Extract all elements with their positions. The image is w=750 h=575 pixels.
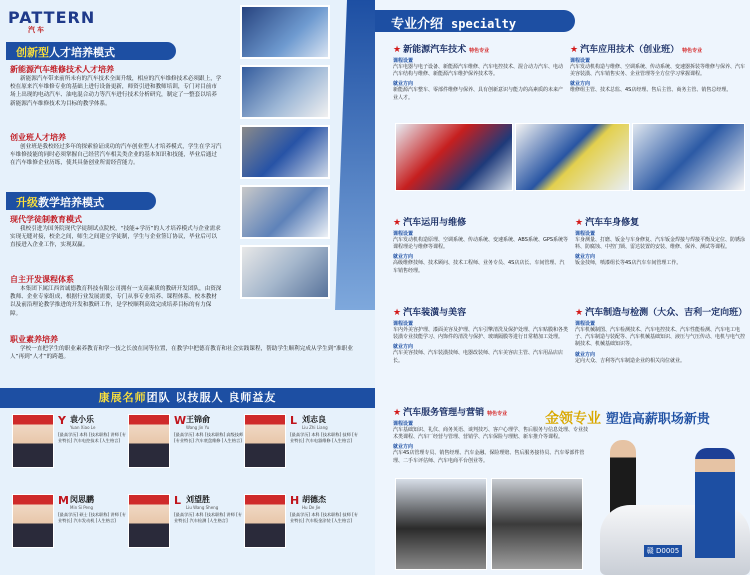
left-photo-column: [240, 5, 330, 305]
teacher-photo: [244, 414, 286, 468]
classroom-photo: [395, 123, 513, 191]
major-application: [570, 42, 745, 95]
career-label: 就业方向: [393, 344, 414, 351]
career-label: 就业方向: [575, 351, 596, 358]
course-label: 课程设置: [393, 321, 414, 327]
logo-sub: 汽车: [28, 26, 46, 34]
flag-icon: W: [174, 414, 187, 427]
teacher-pinyin: Liu Wang Sheng: [186, 505, 219, 510]
sub-head-5: 职业素养培养: [10, 335, 58, 344]
license-plate: 赣 D0005: [644, 545, 682, 557]
teacher-pinyin: Wang Jin Yu: [186, 425, 210, 430]
workshop-photo: [240, 245, 330, 299]
teacher-info: [最高学历] 本科 [技术职称] 讲师 [专业特长] 汽车检测 [人生格言]: [174, 512, 242, 523]
teacher-card: [244, 494, 362, 572]
section-title-innovation: [6, 42, 176, 60]
career-text: 维修组主管、技术总监、4S店经理、售后主管、商务主管、销售总经理。: [570, 87, 732, 94]
course-text: 汽车电器与电子设备、新能源汽车维修、汽车电控技术、混合动力汽车、电动汽车结构与维修、新能源汽车维护保养技术等。: [393, 64, 564, 78]
teacher-pinyin: Min Si Peng: [70, 505, 94, 510]
car-with-staff-image: [600, 440, 750, 575]
course-text: 汽车基础知识、礼仪、商务英语、谈判技巧、客户心理学、售后服务与信息处理、专业技术类课程、汽车厂经营与管理、营销学、汽车保险与理赔、新车推介等课程。: [393, 427, 589, 441]
major-decoration: [393, 305, 568, 365]
slogan: [545, 408, 710, 428]
teacher-info: [最高学历] 硕士 [技术职称] 讲师 [专业特长] 汽车发动机 [人生格言]: [58, 512, 126, 523]
career-label: 就业方向: [393, 444, 414, 451]
teacher-photo: [128, 494, 170, 548]
section-title-rest: 人才培养模式: [49, 46, 115, 59]
section-title-rest: 教学培养模式: [38, 196, 104, 209]
sub-head-1: 新能源汽车维修技术人才培养: [10, 65, 114, 74]
teacher-info: [最高学历] 本科 [技术职称] 技师 [专业特长] 汽车电器维修 [人生格言]: [290, 432, 358, 443]
star-icon: ★: [575, 218, 584, 228]
major-heading: [393, 215, 568, 228]
major-name: 汽车制造与检测（大众、吉利一定向班）: [585, 308, 748, 318]
specialty-title-cn: 专业介绍: [391, 17, 444, 32]
logo-text: PATTERN: [8, 8, 96, 27]
major-name: 汽车运用与维修: [403, 218, 467, 228]
sub-head-4: 自主开发课程体系: [10, 275, 74, 284]
workshop-photo: [240, 65, 330, 119]
career-text: 新能源汽车整车、零部件维修与保养、具有创新意识与能力的高素质的未来产业人才。: [393, 87, 564, 101]
major-new-energy: [393, 42, 563, 102]
service-photo: [491, 478, 583, 570]
course-text: 汽车发动机构造与维修、空调系统、传动系统、变速器拆装等维修与保养、汽车美容装潢、汽车销售实务、企业管理等全方位学习掌握课程。: [570, 64, 746, 78]
section-title-hl: 创新型: [16, 46, 49, 59]
course-label: 课程设置: [575, 321, 596, 327]
teacher-photo: [244, 494, 286, 548]
career-label: 就业方向: [393, 254, 414, 261]
paragraph-3: 我校引进为国务院现代学徒制试点院校，“技能+学历”的人才培养模式与企业需求实现无缝对接，校企之间，师生之间建立学徒制，学生与企业签订协议，毕业后可以直接进入企业工作，实现双赢。: [10, 226, 221, 249]
paragraph-1: 新能源汽车带来前所未有的汽车技术全面升级，相应的汽车维修技术必须跟上，学校在原来汽车维修专业的基础上进行设备更新，师资引进和教师培训，专门对目前市场上出现的电动汽车、油电混合动力等汽车进行技术分析研究，制定了一整套以培养新能源汽车维修技术为目标的教学体系。: [10, 76, 222, 107]
specialty-title: [375, 10, 575, 32]
teacher-name: 袁小乐: [70, 415, 94, 424]
paragraph-5: 学校一直把学生的职业素养教育和学一技之长放在同等位置，在教学中把德育教育和社会实践课程，帮助学生顺利完成从学生到“准职业人”再到“人才”的跨越。: [10, 346, 353, 361]
career-text: 汽车美容技师、汽车装潢技师、电器改装师、汽车美容店主管、汽车用品店店长。: [393, 350, 564, 364]
major-body-repair: [575, 215, 745, 268]
paragraph-4: 本集团下属江西省诚德教育科技有限公司拥有一支高素质的教研开发团队，由资深教师、企业专家组成，根据行业发展需要，专门从事专业培养、课程体系、校本教材以及前沿理论教学推进的开发和教研工作，是学校顺利高效完成培养目标的有力保障。: [10, 286, 222, 317]
teacher-name: 王锦俞: [186, 415, 210, 424]
major-tag: 特色专业: [469, 48, 490, 54]
major-heading: [570, 42, 745, 55]
team-banner-hl: 康展名师: [98, 391, 147, 404]
career-text: 定向大众、吉利等汽车制造企业的相关岗位就业。: [575, 357, 686, 364]
major-name: 汽车应用技术（创业班）: [580, 45, 680, 55]
teacher-name: 刘望胜: [186, 495, 210, 504]
course-label: 课程设置: [575, 231, 596, 237]
bottom-photo-row: [395, 478, 585, 570]
course-text: 车内外美容护理、漆面美容及护理、汽车引擎清洗及保护处理、汽车贴膜和各类装潢专业技能学习、内饰件的清洗与保护、玻璃隔膜等进行日常精加工处理。: [393, 327, 569, 341]
major-manufacturing: [575, 305, 748, 365]
workshop-photo: [240, 125, 330, 179]
star-icon: ★: [393, 408, 402, 418]
decorative-stripe: [335, 0, 375, 310]
star-icon: ★: [575, 308, 584, 318]
section-title-hl: 升级: [16, 196, 38, 209]
career-label: 就业方向: [575, 254, 596, 261]
teacher-photo: [12, 414, 54, 468]
teacher-pinyin: Hu De Jie: [302, 505, 321, 510]
paragraph-2: 创业班是我校经过多年的探索验证成功的汽车创业型人才培养模式，学生在学习汽车维修技能的同时必须掌握自己经营汽车相关类企业的基本知识和技能，毕业后通过在汽车维修企业历练，使其具备创业所需经营能力。: [10, 144, 222, 167]
major-tag: 特色专业: [682, 48, 703, 54]
star-icon: ★: [570, 45, 579, 55]
slogan-hl: 金领专业: [545, 411, 601, 427]
teacher-card: [128, 494, 246, 572]
star-icon: ★: [393, 45, 402, 55]
major-maintenance: [393, 215, 568, 275]
team-banner-rest: 团队 以技服人 良师益友: [146, 391, 277, 404]
course-text: 车身测量、打磨、钣金与车身修复、汽车钣金焊接与焊接平衡及定位、防锈涂料、防腐蚀、中控门锁、雷达装置的安装、维修、保养、测试等课程。: [575, 237, 746, 251]
teacher-name: 刘志良: [302, 415, 326, 424]
major-name: 汽车装潢与美容: [403, 308, 467, 318]
workshop-photo: [240, 5, 330, 59]
star-icon: ★: [393, 308, 402, 318]
mechanic-figure: [695, 448, 735, 558]
course-text: 汽车发动机构造原理、空调系统、传动系统、变速系统、ABS系统、GPS系统等课程理论与维修等课程。: [393, 237, 569, 251]
teacher-info: [最高学历] 本科 [技术职称] 讲师 [专业特长] 汽车电控技术 [人生格言]: [58, 432, 126, 443]
major-name: 汽车车身修复: [585, 218, 640, 228]
teacher-pinyin: Liu Zhi Liang: [302, 425, 328, 430]
teacher-info: [最高学历] 本科 [技术职称] 高级技师 [专业特长] 汽车底盘维修 [人生格言]: [174, 432, 244, 443]
career-text: 钣金技师，喷漆组长等4S店汽车车间管理工作。: [575, 260, 682, 267]
major-heading: [575, 305, 748, 318]
teacher-photo: [12, 494, 54, 548]
course-label: 课程设置: [393, 231, 414, 237]
star-icon: ★: [393, 218, 402, 228]
flag-icon: L: [174, 494, 182, 507]
teacher-card: [12, 414, 130, 492]
classroom-photo-row: [395, 123, 745, 191]
right-page: [375, 0, 750, 575]
career-label: 就业方向: [393, 81, 414, 88]
career-label: 就业方向: [570, 81, 591, 88]
teacher-card: [128, 414, 246, 492]
teacher-pinyin: Yuan Xiao Le: [70, 425, 96, 430]
major-name: 汽车服务管理与营销: [403, 408, 485, 418]
career-text: 高级维修技师、技术顾问、技术工程师、业务专员、4S店店长、车间管理、汽车销售经理。: [393, 260, 565, 274]
flag-icon: Y: [58, 414, 66, 427]
service-photo: [395, 478, 487, 570]
teacher-card: [244, 414, 362, 492]
flag-icon: H: [290, 494, 300, 507]
teacher-photo: [128, 414, 170, 468]
classroom-photo: [515, 123, 630, 191]
teacher-name: 闵思鹏: [70, 495, 94, 504]
section-title-upgrade: [6, 192, 156, 210]
flag-icon: M: [58, 494, 69, 507]
specialty-title-en: specialty: [451, 17, 517, 31]
sub-head-2: 创业班人才培养: [10, 133, 66, 142]
course-label: 课程设置: [570, 58, 591, 64]
career-text: 汽车4S店管理专员、销售经理、汽车金融、保险理赔、售后服务接待员、汽车零部件管理、二手车评估师、汽车电商平台创业等。: [393, 450, 585, 464]
major-tag: 特色专业: [487, 411, 508, 417]
course-label: 课程设置: [393, 58, 414, 64]
course-label: 课程设置: [393, 421, 414, 427]
flag-icon: L: [290, 414, 298, 427]
teacher-card: [12, 494, 130, 572]
slogan-rest: 塑造高薪职场新贵: [605, 412, 710, 427]
major-heading: [575, 215, 745, 228]
teacher-info: [最高学历] 本科 [技术职称] 技师 [专业特长] 汽车钣金涂装 [人生格言]: [290, 512, 358, 523]
major-name: 新能源汽车技术: [403, 45, 467, 55]
workshop-photo: [240, 185, 330, 239]
logo: [8, 8, 95, 35]
major-heading: [393, 305, 568, 318]
course-text: 汽车机械制图、汽车检测技术、汽车电控技术、汽车性能检测、汽车电工电子、汽车制造与装配等、汽车机械基础知识、液压与气压传动、电机与电气控制技术、机械基础知识等。: [575, 327, 746, 348]
classroom-photo: [632, 123, 745, 191]
sub-head-3: 现代学徒制教育模式: [10, 215, 82, 224]
teacher-name: 胡德杰: [302, 495, 326, 504]
team-banner: [0, 388, 375, 408]
major-heading: [393, 42, 563, 55]
